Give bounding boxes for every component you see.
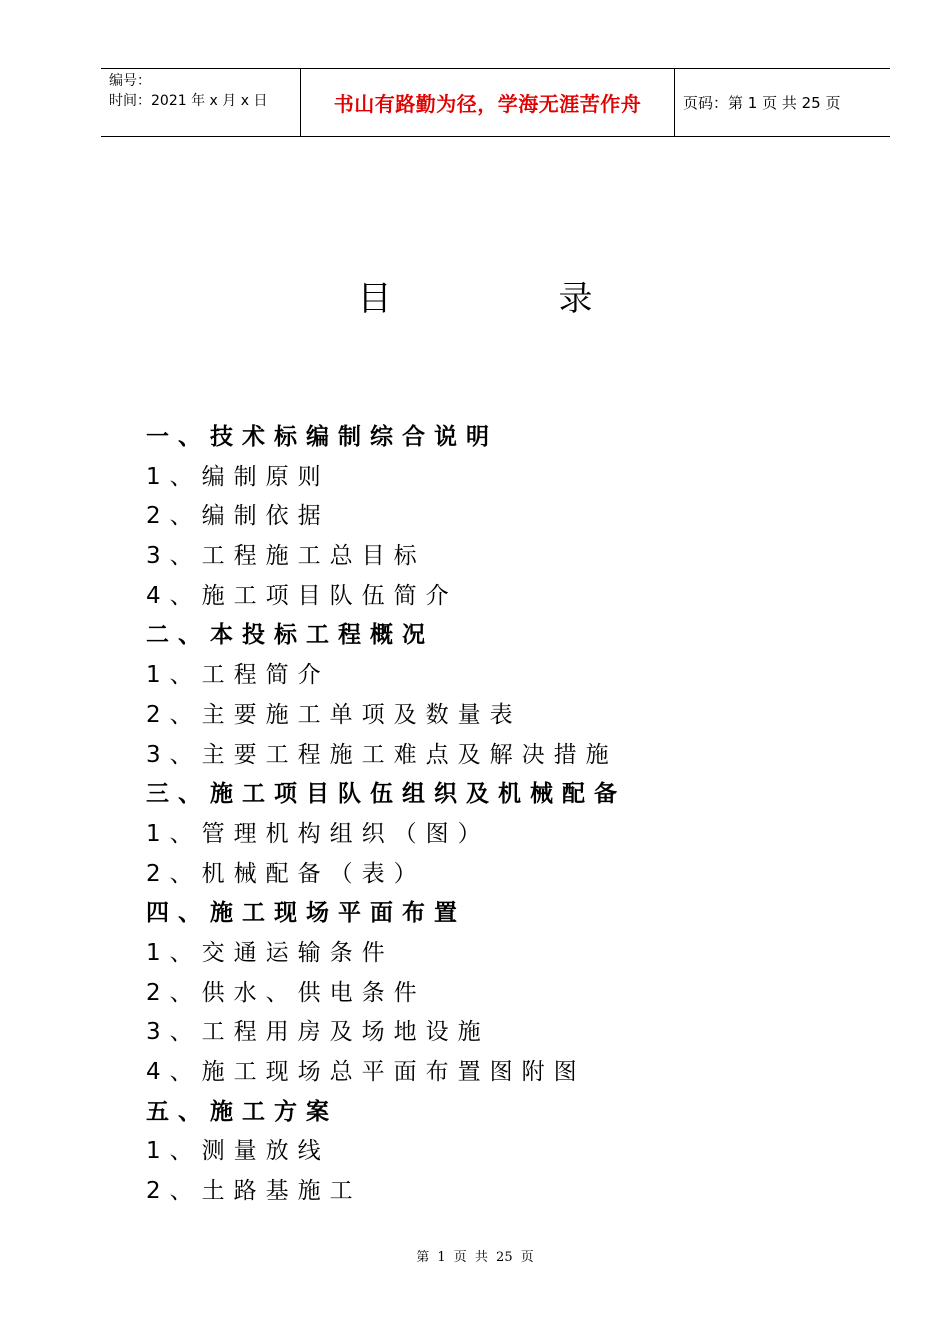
toc-item[interactable]: 4、施工项目队伍简介 bbox=[146, 582, 458, 609]
toc-item[interactable]: 3、工程施工总目标 bbox=[146, 543, 426, 570]
toc-item[interactable]: 四、施工现场平面布置 bbox=[146, 900, 466, 927]
header-meta bbox=[101, 69, 301, 136]
toc-item[interactable]: 2、主要施工单项及数量表 bbox=[146, 701, 522, 728]
toc-item[interactable]: 2、供水、供电条件 bbox=[146, 979, 426, 1006]
page-header bbox=[101, 68, 890, 137]
toc-item[interactable]: 1、测量放线 bbox=[146, 1138, 330, 1165]
toc-item[interactable]: 3、主要工程施工难点及解决措施 bbox=[146, 741, 618, 768]
toc-item[interactable]: 1、工程简介 bbox=[146, 662, 330, 689]
toc-item[interactable]: 3、工程用房及场地设施 bbox=[146, 1019, 490, 1046]
toc-item[interactable]: 1、管理机构组织（图） bbox=[146, 820, 490, 847]
toc-item[interactable]: 2、机械配备（表） bbox=[146, 860, 426, 887]
page-footer: 第 1 页 共 25 页 bbox=[416, 1250, 534, 1265]
document-title: 目录 bbox=[357, 279, 760, 319]
toc-item[interactable]: 2、土路基施工 bbox=[146, 1178, 362, 1205]
header-page-info: 页码：第 1 页 共 25 页 bbox=[683, 94, 841, 112]
toc-item[interactable]: 1、编制原则 bbox=[146, 463, 330, 490]
toc-item[interactable]: 二、本投标工程概况 bbox=[146, 622, 434, 649]
header-motto: 书山有路勤为径，学海无涯苦作舟 bbox=[301, 69, 675, 136]
toc-item[interactable]: 一、技术标编制综合说明 bbox=[146, 424, 498, 450]
table-of-contents bbox=[146, 418, 866, 1212]
toc-item[interactable]: 4、施工现场总平面布置图附图 bbox=[146, 1059, 586, 1085]
time-label: 时间：2021 年 x 月 x 日 bbox=[109, 93, 268, 109]
toc-item[interactable]: 五、施工方案 bbox=[146, 1098, 338, 1125]
toc-item[interactable]: 1、交通运输条件 bbox=[146, 939, 394, 966]
number-label: 编号： bbox=[109, 73, 151, 89]
toc-item[interactable]: 三、施工项目队伍组织及机械配备 bbox=[146, 781, 626, 808]
toc-item[interactable]: 2、编制依据 bbox=[146, 503, 330, 530]
